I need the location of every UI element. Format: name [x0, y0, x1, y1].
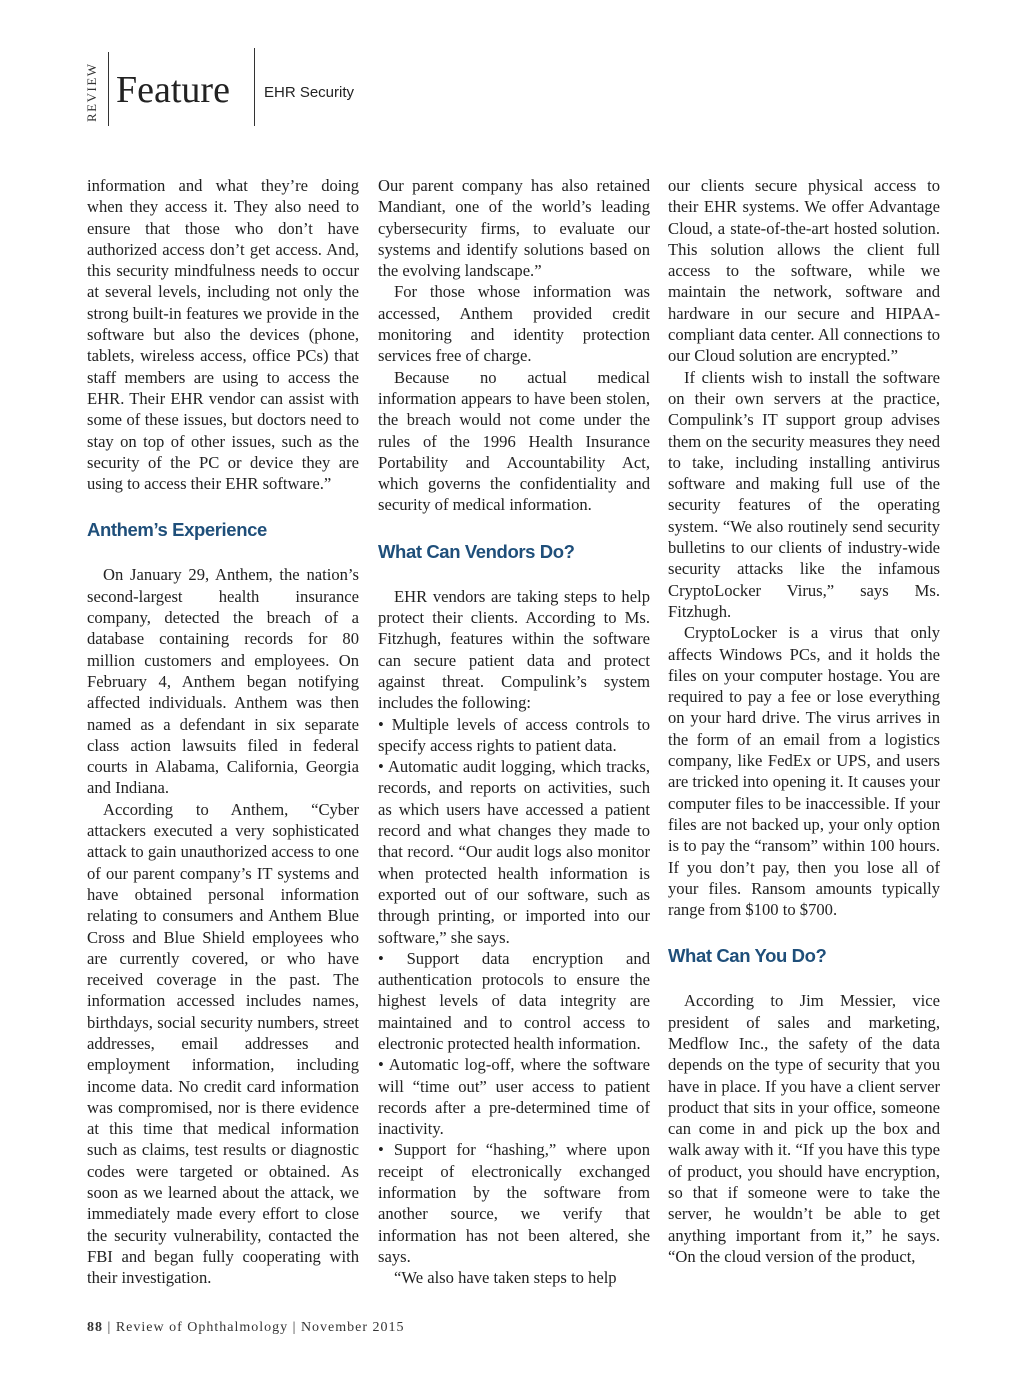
footer-separator: | — [107, 1320, 112, 1335]
review-label: REVIEW — [84, 62, 99, 122]
section-heading: What Can Vendors Do? — [378, 540, 575, 562]
section-label: EHR Security — [264, 84, 355, 101]
paragraph: our clients secure physical access to their EHR systems. We offer Advantage Cloud, a state-of-the-art hosted solution. This solution allows the client full access to the software, while we maintain the network, software and hardware in our secure and HIPAA-compliant data center. All connections to our Cloud solution are encrypted.” — [668, 176, 940, 366]
paragraph: “We also have taken steps to help — [394, 1268, 617, 1288]
feature-label: Feature — [116, 69, 230, 111]
paragraph: On January 29, Anthem, the nation’s second-largest health insurance company, detected the breach of a database containing records for 80 million customers and employees. On February 4, Anthem began notifying affected individuals. Anthem was then named as a defendant in six separate class action lawsuits filed in federal courts in Alabama, California, Georgia and Indiana. — [87, 565, 359, 798]
paragraph: According to Jim Messier, vice president of sales and marketing, Medflow Inc., the safety of the data depends on the type of security that you have in place. If you have a client server product that sits in your office, someone can come in and pick up the box and walk away with it. “If you have this type of product, you should have encryption, so that if someone were to take the server, he wouldn’t be able to get anything important from it,” he says. “On the cloud version of the product, — [668, 991, 940, 1266]
paragraph: If clients wish to install the software on their own servers at the practice, Compulink’s IT support group advises them on the security measures they need to take, including installing antivirus software and making full use of the security features of the operating system. “We also routinely send security bulletins to our clients of industry-wide security attacks like the infamous CryptoLocker Virus,” says Ms. Fitzhugh. — [668, 367, 940, 621]
bullet-item: • Multiple levels of access controls to specify access rights to patient data. — [378, 714, 650, 755]
page-number: 88 — [87, 1320, 103, 1335]
bullet-item: • Support data encryption and authentication protocols to ensure the highest levels of data integrity are maintained and to control access to electronic protected health information. — [378, 948, 650, 1053]
bullet-item: • Support for “hashing,” where upon receipt of electronically exchanged information by the software from another source, we verify that information has not been altered, she says. — [378, 1140, 650, 1266]
article-column-3 — [668, 175, 940, 1267]
bullet-item: • Automatic audit logging, which tracks, records, and reports on activities, such as which users have accessed a patient record and what changes they made to that record. “Our audit logs also monitor when protected health information is exported out of our software, such as through printing, or imported into our software,” she says. — [378, 757, 650, 947]
header-divider — [254, 48, 255, 126]
paragraph: CryptoLocker is a virus that only affects Windows PCs, and it holds the files on your computer hostage. You are required to pay a fee or lose everything on your hard drive. The virus arrives in the form of an email from a logistics company, like FedEx or UPS, and users are tricked into opening it. It causes your computer files to be inaccessible. If your files are not backed up, your only option is to pay the “ransom” within 100 hours. If you don’t pay, then you lose all of your files. Ransom amounts typically range from $100 to $700. — [668, 623, 940, 920]
bullet-item: • Automatic log-off, where the software will “time out” user access to patient records after a pre-determined time of inactivity. — [378, 1055, 650, 1139]
section-heading: Anthem’s Experience — [87, 519, 267, 541]
paragraph: According to Anthem, “Cyber attackers executed a very sophisticated attack to gain unauthorized access to one of our parent company’s IT systems and have obtained personal information relating to consumers and Anthem Blue Cross and Blue Shield employees who are currently covered, or who have received coverage in the past. The information accessed includes names, birthdays, social security numbers, street addresses, email addresses and employment information, including income data. No credit card information was compromised, nor is there evidence at this time that medical information such as claims, test results or diagnostic codes were targeted or obtained. As soon as we learned about the attack, we immediately made every effort to close the security vulnerability, contacted the FBI and began fully cooperating with their investigation. — [87, 799, 359, 1288]
article-column-1 — [87, 175, 359, 1289]
paragraph: information and what they’re doing when they access it. They also need to ensure that those who don’t have authorized access don’t get access. And, this security mindfulness needs to occur at several levels, including not only the strong built-in features we provide in the software but also the devices (phone, tablets, wireless access, office PCs) that staff members are using to access the EHR. Their EHR vendor can assist with some of these issues, but doctors need to stay on top of other issues, such as the security of the PC or device they are using to access their EHR software.” — [87, 176, 359, 494]
paragraph: For those whose information was accessed, Anthem provided credit monitoring and identity protection services free of charge. — [378, 282, 650, 366]
publication-name: Review of Ophthalmology — [115, 1320, 289, 1335]
section-heading: What Can You Do? — [668, 945, 827, 967]
header-divider — [108, 52, 109, 126]
paragraph: EHR vendors are taking steps to help protect their clients. According to Ms. Fitzhugh, features within the software can secure patient data and protect against threat. Compulink’s system includes the following: — [378, 586, 650, 713]
article-column-2 — [378, 175, 650, 1289]
page-footer — [87, 1320, 405, 1336]
paragraph: Our parent company has also retained Mandiant, one of the world’s leading cybersecurity firms, to evaluate our systems and identify solutions based on the evolving landscape.” — [378, 176, 650, 281]
paragraph: Because no actual medical information appears to have been stolen, the breach would not come under the rules of the 1996 Health Insurance Portability and Accountability Act, which governs the confidentiality and security of medical information. — [378, 367, 650, 515]
issue-date: November 2015 — [300, 1320, 405, 1335]
footer-separator: | — [292, 1320, 297, 1335]
